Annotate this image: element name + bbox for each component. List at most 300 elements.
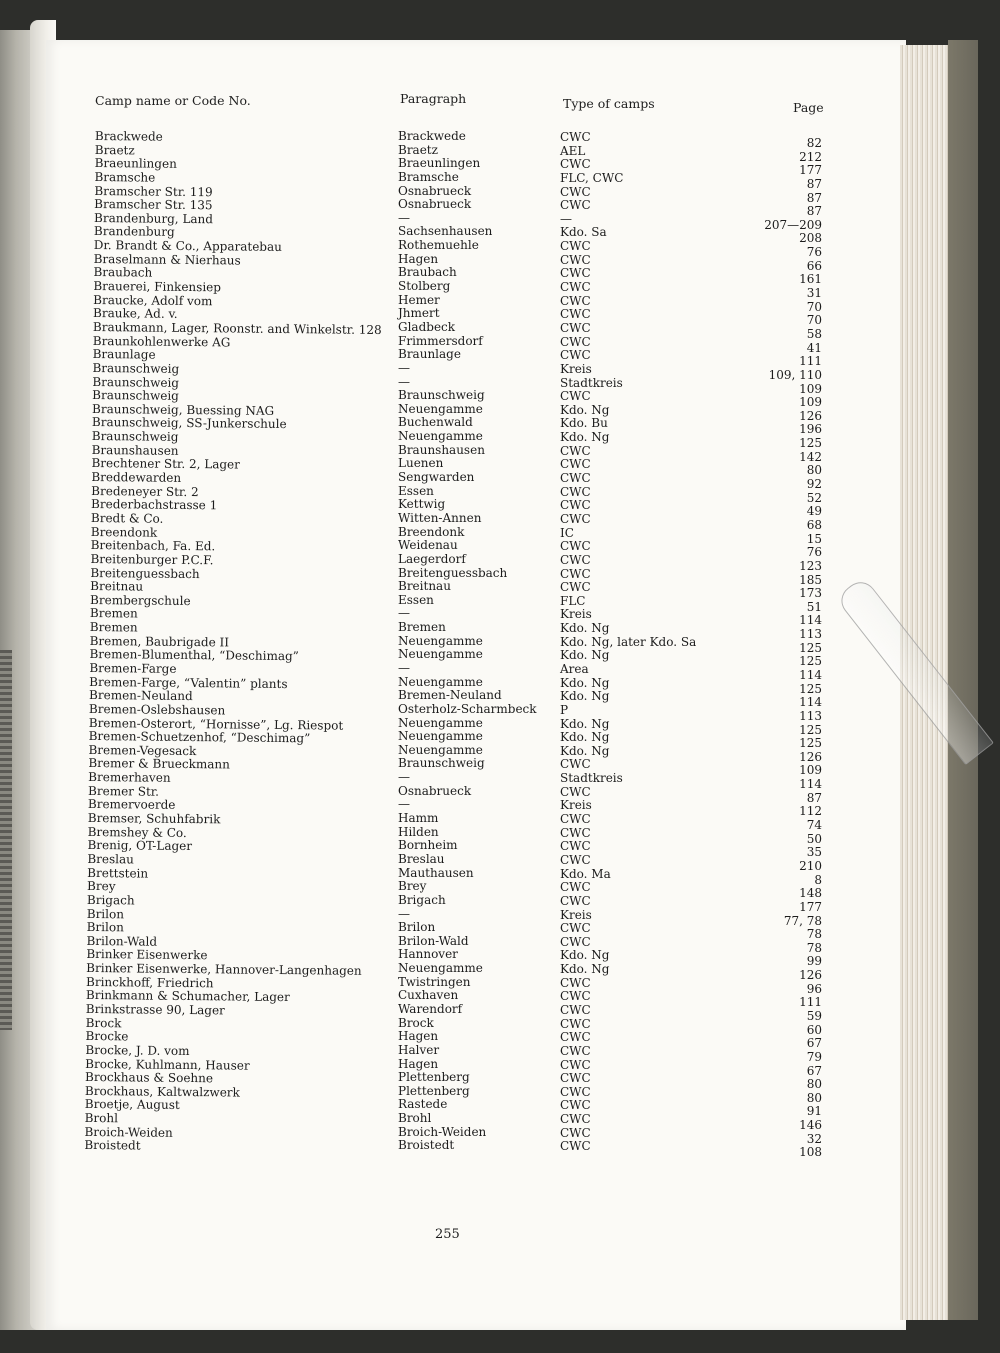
type-cell: CWC (560, 334, 591, 349)
page-cell: 173 (799, 586, 822, 601)
page-cell: 50 (806, 831, 822, 846)
camp-name-cell: Brauerei, Finkensiep (93, 279, 222, 295)
type-cell: CWC (560, 293, 591, 308)
camp-name-cell: Broistedt (84, 1138, 141, 1153)
type-cell: CWC (560, 989, 591, 1004)
page-cell: 113 (799, 627, 822, 642)
paragraph-cell: Buchenwald (398, 415, 473, 430)
paragraph-cell: Broich-Weiden (398, 1124, 487, 1139)
type-cell: Kreis (560, 361, 592, 376)
type-cell: CWC (560, 812, 591, 827)
paragraph-cell: Brigach (398, 892, 446, 907)
page-cell: 31 (806, 286, 822, 301)
camp-name-cell: Braunlage (92, 347, 156, 362)
camp-name-cell: Braunschweig, Buessing NAG (92, 401, 275, 418)
type-cell: Kdo. Ng (560, 648, 610, 663)
page-cell: 208 (799, 231, 822, 246)
camp-name-cell: Braunschweig, SS-Junkerschule (91, 415, 287, 432)
paragraph-cell: Neuengamme (398, 647, 483, 662)
paragraph-cell: Breslau (398, 851, 445, 866)
camp-name-cell: Brinkmann & Schumacher, Lager (85, 988, 290, 1005)
type-cell: CWC (560, 511, 591, 526)
page-number: 255 (435, 1227, 460, 1242)
type-cell: CWC (560, 839, 591, 854)
type-cell: CWC (560, 498, 591, 513)
type-cell: Kdo. Ng (560, 743, 610, 758)
camp-name-cell: Brinkstrasse 90, Lager (85, 1001, 225, 1018)
camp-name-cell: Dr. Brandt & Co., Apparatebau (93, 238, 282, 255)
paragraph-cell: Hannover (398, 947, 458, 962)
paragraph-cell: Witten-Annen (398, 510, 482, 525)
type-cell: CWC (560, 484, 591, 499)
camp-name-cell: Bredeneyer Str. 2 (91, 483, 199, 499)
type-cell: CWC (560, 266, 591, 281)
type-cell: CWC (560, 566, 591, 581)
type-cell: Kdo. Ng (560, 730, 610, 745)
paragraph-cell: Gladbeck (398, 319, 456, 334)
page-cell: 76 (806, 245, 822, 260)
camp-name-cell: Braselmann & Nierhaus (93, 251, 241, 268)
paragraph-cell: Sengwarden (398, 470, 475, 485)
camp-name-cell: Braunschweig (92, 388, 179, 404)
page-cell: 108 (799, 1145, 822, 1160)
camp-name-cell: Braucke, Adolf vom (93, 292, 213, 308)
paragraph-cell: Osnabrueck (398, 783, 472, 798)
page-cell: 207—209 (764, 217, 822, 232)
type-cell: CWC (560, 320, 591, 335)
paragraph-column (398, 130, 537, 1153)
paragraph-cell: Brilon-Wald (398, 933, 469, 948)
camp-name-cell: Brocke, J. D. vom (85, 1042, 190, 1058)
paragraph-cell: Bremen-Neuland (398, 688, 502, 703)
type-cell: CWC (560, 471, 591, 486)
camp-name-cell: Brockhaus & Soehne (85, 1070, 214, 1086)
camp-name-cell: Bremen-Farge, “Valentin” plants (89, 674, 288, 691)
type-cell: Kreis (560, 607, 592, 622)
paragraph-cell: Plettenberg (398, 1083, 470, 1098)
camp-name-cell: Brock (85, 1015, 122, 1030)
paragraph-cell: Braunschweig (398, 388, 485, 403)
camp-name-cell: Bremen-Vegesack (88, 742, 197, 758)
book-cover-edge (948, 40, 978, 1320)
camp-name-cell: Bremen (89, 606, 138, 621)
camp-name-cell: Breitenburger P.C.F. (90, 551, 214, 568)
type-cell: CWC (560, 852, 591, 867)
page-cell: 148 (799, 886, 822, 901)
page-cell: 79 (806, 1049, 822, 1064)
type-column (560, 131, 696, 1154)
type-cell: Kreis (560, 798, 592, 813)
page-cell: 125 (799, 436, 822, 451)
paragraph-cell: Laegerdorf (398, 551, 466, 566)
page-cell: 126 (799, 408, 822, 423)
type-cell: CWC (560, 880, 591, 895)
type-cell: CWC (560, 389, 591, 404)
camp-name-cell: Bramsche (94, 169, 156, 185)
camp-name-cell: Brigach (86, 892, 135, 908)
page-cell: 161 (799, 272, 822, 287)
paragraph-cell: Braeunlingen (398, 156, 481, 171)
page-cell: 49 (806, 504, 822, 519)
camp-name-cell: Bremen-Neuland (89, 688, 193, 704)
page-cell: 111 (799, 995, 822, 1010)
paragraph-cell: Osterholz-Scharmbeck (398, 701, 537, 716)
paragraph-cell: Braubach (398, 265, 457, 280)
type-cell: CWC (560, 184, 591, 199)
page-cell: 114 (799, 667, 822, 682)
type-cell: Kdo. Ng, later Kdo. Sa (560, 634, 697, 649)
camp-name-cell: Bremshey & Co. (87, 824, 187, 840)
type-cell: CWC (560, 457, 591, 472)
paragraph-cell: Warendorf (398, 1002, 463, 1016)
header-page: Page (793, 100, 824, 115)
page-cell: 210 (799, 858, 822, 873)
camp-name-cell: Broich-Weiden (84, 1124, 173, 1140)
page-cell: 109 (799, 395, 822, 410)
paragraph-cell: Braetz (398, 142, 438, 157)
type-cell: CWC (560, 1112, 591, 1127)
camp-name-cell: Brocke (85, 1029, 129, 1044)
page-cell: 113 (799, 708, 822, 723)
camp-name-cell: Bremen-Osterort, “Hornisse”, Lg. Riespot (88, 715, 344, 733)
page-cell: 146 (799, 1118, 822, 1133)
page-cell: 78 (806, 927, 822, 942)
type-cell: CWC (560, 825, 591, 840)
header-paragraph: Paragraph (400, 91, 467, 106)
left-page-stack (0, 650, 12, 1030)
paragraph-cell: Osnabrueck (398, 183, 472, 198)
camp-name-cell: Bremen-Oslebshausen (88, 701, 226, 718)
header-camp-name: Camp name or Code No. (95, 93, 251, 108)
paragraph-cell: Breitenguessbach (398, 565, 508, 580)
page-cell: 68 (806, 517, 822, 532)
type-cell: CWC (560, 934, 591, 949)
type-cell: CWC (560, 757, 591, 772)
paragraph-cell: Kettwig (398, 497, 446, 512)
camp-name-cell: Braukmann, Lager, Roonstr. and Winkelstr. 128 (92, 319, 382, 337)
page-cell: 185 (799, 572, 822, 587)
type-cell: CWC (560, 280, 591, 295)
page-cell: 109 (799, 763, 822, 778)
type-cell: Kdo. Ng (560, 621, 610, 636)
page-cell: 58 (806, 326, 822, 341)
paragraph-cell: Neuengamme (398, 633, 483, 648)
paragraph-cell: Osnabrueck (398, 197, 472, 212)
page-cell: 125 (799, 640, 822, 655)
page-cell: 15 (806, 531, 822, 546)
page-cell: 70 (806, 313, 822, 328)
camp-name-cell: Braubach (93, 265, 153, 281)
paragraph-cell: Hilden (398, 824, 439, 839)
type-cell: CWC (560, 157, 591, 172)
camp-name-cell: Brandenburg, Land (94, 210, 214, 227)
camp-name-cell: Breslau (87, 851, 134, 867)
page-cell: 67 (806, 1036, 822, 1051)
camp-name-cell: Broetje, August (84, 1097, 180, 1113)
camp-name-cell: Bremen-Blumenthal, “Deschimag” (89, 647, 299, 664)
type-cell: IC (560, 525, 574, 540)
page-cell: 87 (806, 204, 822, 219)
header-type-of-camps: Type of camps (563, 96, 655, 111)
paragraph-cell: Brey (398, 879, 427, 894)
type-cell: FLC, CWC (560, 170, 624, 185)
page-cell: 74 (806, 818, 822, 833)
paragraph-cell: Brackwede (398, 129, 466, 143)
camp-name-cell: Bremen (89, 620, 138, 635)
page-cell: 8 (814, 872, 822, 887)
page-cell: 80 (806, 1077, 822, 1092)
page-cell: 87 (806, 790, 822, 805)
paragraph-cell: — (398, 906, 410, 921)
page-column (702, 137, 822, 1160)
page-cell: 114 (799, 777, 822, 792)
paragraph-cell: Frimmersdorf (398, 333, 483, 348)
type-cell: Kdo. Bu (560, 416, 608, 431)
paragraph-cell: — (398, 770, 410, 785)
page-cell: 112 (799, 804, 822, 819)
paragraph-cell: Halver (398, 1042, 440, 1057)
page-cell: 99 (806, 954, 822, 969)
page-cell: 76 (806, 545, 822, 560)
type-cell: CWC (560, 1003, 591, 1017)
page-cell: 51 (806, 599, 822, 614)
paragraph-cell: Breendonk (398, 524, 465, 539)
type-cell: CWC (560, 1043, 591, 1058)
page-cell: 177 (799, 163, 822, 178)
camp-name-cell: Bremervoerde (87, 797, 176, 813)
paragraph-cell: — (398, 210, 410, 225)
camp-name-cell: Bremen, Baubrigade II (89, 633, 230, 650)
camp-name-cell: Brinker Eisenwerke (86, 947, 208, 963)
paragraph-cell: Hagen (398, 1029, 439, 1044)
paragraph-cell: Luenen (398, 456, 444, 471)
page-cell: 125 (799, 722, 822, 737)
type-cell: Kreis (560, 907, 592, 922)
type-cell: CWC (560, 975, 591, 990)
paragraph-cell: — (398, 797, 410, 812)
camp-name-cell: Brocke, Kuhlmann, Hauser (85, 1056, 250, 1073)
camp-name-cell: Brandenburg (93, 224, 175, 240)
camp-name-cell: Breendonk (90, 524, 158, 540)
type-cell: CWC (560, 252, 591, 267)
type-cell: CWC (560, 539, 591, 554)
camp-name-cell: Braeunlingen (94, 156, 177, 172)
type-cell: Kdo. Ng (560, 402, 610, 417)
type-cell: CWC (560, 580, 591, 595)
type-cell: CWC (560, 239, 591, 254)
type-cell: CWC (560, 348, 591, 363)
camp-name-cell: Bredt & Co. (90, 510, 164, 526)
paragraph-cell: Essen (398, 483, 434, 498)
page-cell: 32 (806, 1131, 822, 1146)
type-cell: CWC (560, 307, 591, 322)
camp-name-cell: Brilon (86, 906, 125, 921)
camp-name-cell: Braunkohlenwerke AG (92, 333, 231, 350)
type-cell: Kdo. Ng (560, 948, 610, 963)
type-cell: CWC (560, 1098, 591, 1113)
type-cell: CWC (560, 1057, 591, 1072)
camp-name-cell: Brinckhoff, Friedrich (86, 974, 214, 991)
page-cell: 82 (806, 136, 822, 150)
paragraph-cell: — (398, 660, 410, 675)
page-cell: 114 (799, 695, 822, 710)
page-cell: 212 (799, 149, 822, 164)
type-cell: FLC (560, 593, 586, 608)
camp-name-cell: Brohl (84, 1111, 119, 1126)
page-cell: 67 (806, 1063, 822, 1078)
paragraph-cell: Mauthausen (398, 865, 474, 880)
paragraph-cell: Weidenau (398, 538, 458, 553)
page-cell: 35 (806, 845, 822, 860)
page-cell: 123 (799, 558, 822, 573)
type-cell: CWC (560, 1125, 591, 1140)
paragraph-cell: Hagen (398, 1056, 439, 1071)
type-cell: P (560, 702, 569, 717)
page-cell: 80 (806, 463, 822, 478)
page-cell: 91 (806, 1104, 822, 1119)
camp-name-cell: Bramscher Str. 135 (94, 197, 213, 213)
paragraph-cell: Hamm (398, 811, 439, 826)
paragraph-cell: Brock (398, 1015, 434, 1030)
camp-name-cell: Braetz (94, 142, 135, 158)
type-cell: CWC (560, 198, 591, 213)
camp-name-cell: Bremerhaven (88, 770, 171, 785)
type-cell: CWC (560, 893, 591, 908)
camp-name-cell: Bremser, Schuhfabrik (87, 810, 221, 827)
type-cell: Area (560, 661, 589, 676)
type-cell: CWC (560, 1071, 591, 1086)
camp-name-cell: Brenig, OT-Lager (87, 838, 193, 854)
camp-name-cell: Brilon-Wald (86, 933, 158, 949)
page-cell: 92 (806, 477, 822, 492)
page-cell: 96 (806, 981, 822, 996)
paragraph-cell: Rothemuehle (398, 238, 479, 253)
paragraph-cell: Brohl (398, 1111, 432, 1126)
paragraph-cell: Broistedt (398, 1138, 455, 1153)
camp-name-cell: Brechtener Str. 2, Lager (91, 456, 240, 472)
paragraph-cell: Bornheim (398, 838, 458, 853)
camp-name-cell: Braunshausen (91, 442, 179, 458)
camp-name-cell: Bramscher Str. 119 (94, 183, 213, 199)
page-cell: 77, 78 (783, 913, 822, 928)
page-cell: 80 (806, 1090, 822, 1105)
type-cell: Kdo. Ng (560, 962, 610, 977)
page-cell: 70 (806, 299, 822, 314)
camp-name-cell: Brembergschule (90, 592, 191, 608)
type-cell: Kdo. Ng (560, 716, 610, 731)
camp-name-cell: Brauke, Ad. v. (93, 306, 178, 322)
type-cell: Kdo. Ng (560, 675, 610, 690)
page-cell: 87 (806, 176, 822, 191)
paragraph-cell: Neuengamme (398, 401, 483, 416)
paragraph-cell: Hagen (398, 251, 439, 266)
paragraph-cell: Braunshausen (398, 442, 485, 457)
page-cell: 126 (799, 749, 822, 764)
camp-name-cell: Braunschweig (92, 374, 180, 390)
paragraph-cell: Sachsenhausen (398, 224, 493, 239)
page-cell: 66 (806, 258, 822, 273)
camp-name-cell: Brederbachstrasse 1 (91, 497, 218, 513)
paragraph-cell: — (398, 606, 410, 621)
camp-name-cell: Brackwede (94, 129, 163, 144)
camp-name-column (84, 130, 383, 1156)
page-cell: 52 (806, 490, 822, 505)
page-cell: 125 (799, 654, 822, 669)
paragraph-cell: Twistringen (398, 974, 471, 989)
page-cell: 126 (799, 968, 822, 983)
paragraph-cell: Braunschweig (398, 756, 485, 771)
page-cell: 109 (799, 381, 822, 396)
type-cell: Kdo. Ng (560, 689, 610, 704)
camp-name-cell: Breitenguessbach (90, 565, 200, 581)
page-cell: 125 (799, 736, 822, 751)
camp-name-cell: Brockhaus, Kaltwalzwerk (84, 1083, 240, 1100)
type-cell: CWC (560, 1139, 591, 1154)
page-cell: 142 (799, 449, 822, 464)
camp-name-cell: Braunschweig (91, 429, 179, 444)
type-cell: CWC (560, 1030, 591, 1045)
type-cell: Stadtkreis (560, 375, 623, 390)
paragraph-cell: Plettenberg (398, 1070, 470, 1085)
page-cell: 78 (806, 940, 822, 955)
page-cell: 196 (799, 422, 822, 437)
paragraph-cell: Neuengamme (398, 742, 483, 757)
paragraph-cell: Braunlage (398, 347, 461, 362)
paragraph-cell: Bramsche (398, 169, 459, 184)
page-cell: 59 (806, 1009, 822, 1023)
type-cell: AEL (560, 143, 586, 158)
camp-name-cell: Braunschweig (92, 360, 180, 376)
type-cell: Kdo. Sa (560, 225, 607, 240)
camp-name-cell: Breitnau (90, 579, 144, 594)
camp-name-cell: Bremen-Schuetzenhof, “Deschimag” (88, 729, 311, 746)
page-cell: 109, 110 (768, 367, 822, 382)
type-cell: CWC (560, 784, 591, 799)
page-cell: 114 (799, 613, 822, 628)
type-cell: Kdo. Ng (560, 430, 610, 445)
type-cell: CWC (560, 443, 591, 458)
camp-name-cell: Brinker Eisenwerke, Hannover-Langenhagen (86, 961, 362, 978)
camp-name-cell: Bremen-Farge (89, 660, 177, 676)
paragraph-cell: Jhmert (398, 306, 440, 321)
paragraph-cell: Brilon (398, 920, 436, 935)
page-cell: 111 (799, 354, 822, 369)
camp-name-cell: Breitenbach, Fa. Ed. (90, 538, 216, 554)
type-cell: CWC (560, 130, 591, 144)
paragraph-cell: — (398, 374, 410, 389)
paragraph-cell: — (398, 360, 410, 375)
paragraph-cell: Breitnau (398, 579, 451, 594)
page-cell: 60 (806, 1022, 822, 1037)
camp-name-cell: Bremer Str. (88, 783, 160, 799)
paragraph-cell: Stolberg (398, 279, 451, 294)
page-cell: 87 (806, 190, 822, 205)
paragraph-cell: Neuengamme (398, 674, 483, 689)
paragraph-cell: Cuxhaven (398, 988, 459, 1003)
camp-name-cell: Brey (87, 879, 116, 894)
camp-name-cell: Bremer & Brueckmann (88, 756, 230, 772)
type-cell: CWC (560, 552, 591, 567)
paragraph-cell: Rastede (398, 1097, 448, 1112)
paragraph-cell: Essen (398, 592, 434, 607)
type-cell: CWC (560, 1084, 591, 1099)
camp-name-cell: Breddewarden (91, 469, 182, 485)
paragraph-cell: Hemer (398, 292, 440, 307)
page-cell: 125 (799, 681, 822, 696)
page-cell: 177 (799, 899, 822, 914)
type-cell: CWC (560, 921, 591, 936)
type-cell: CWC (560, 1016, 591, 1031)
